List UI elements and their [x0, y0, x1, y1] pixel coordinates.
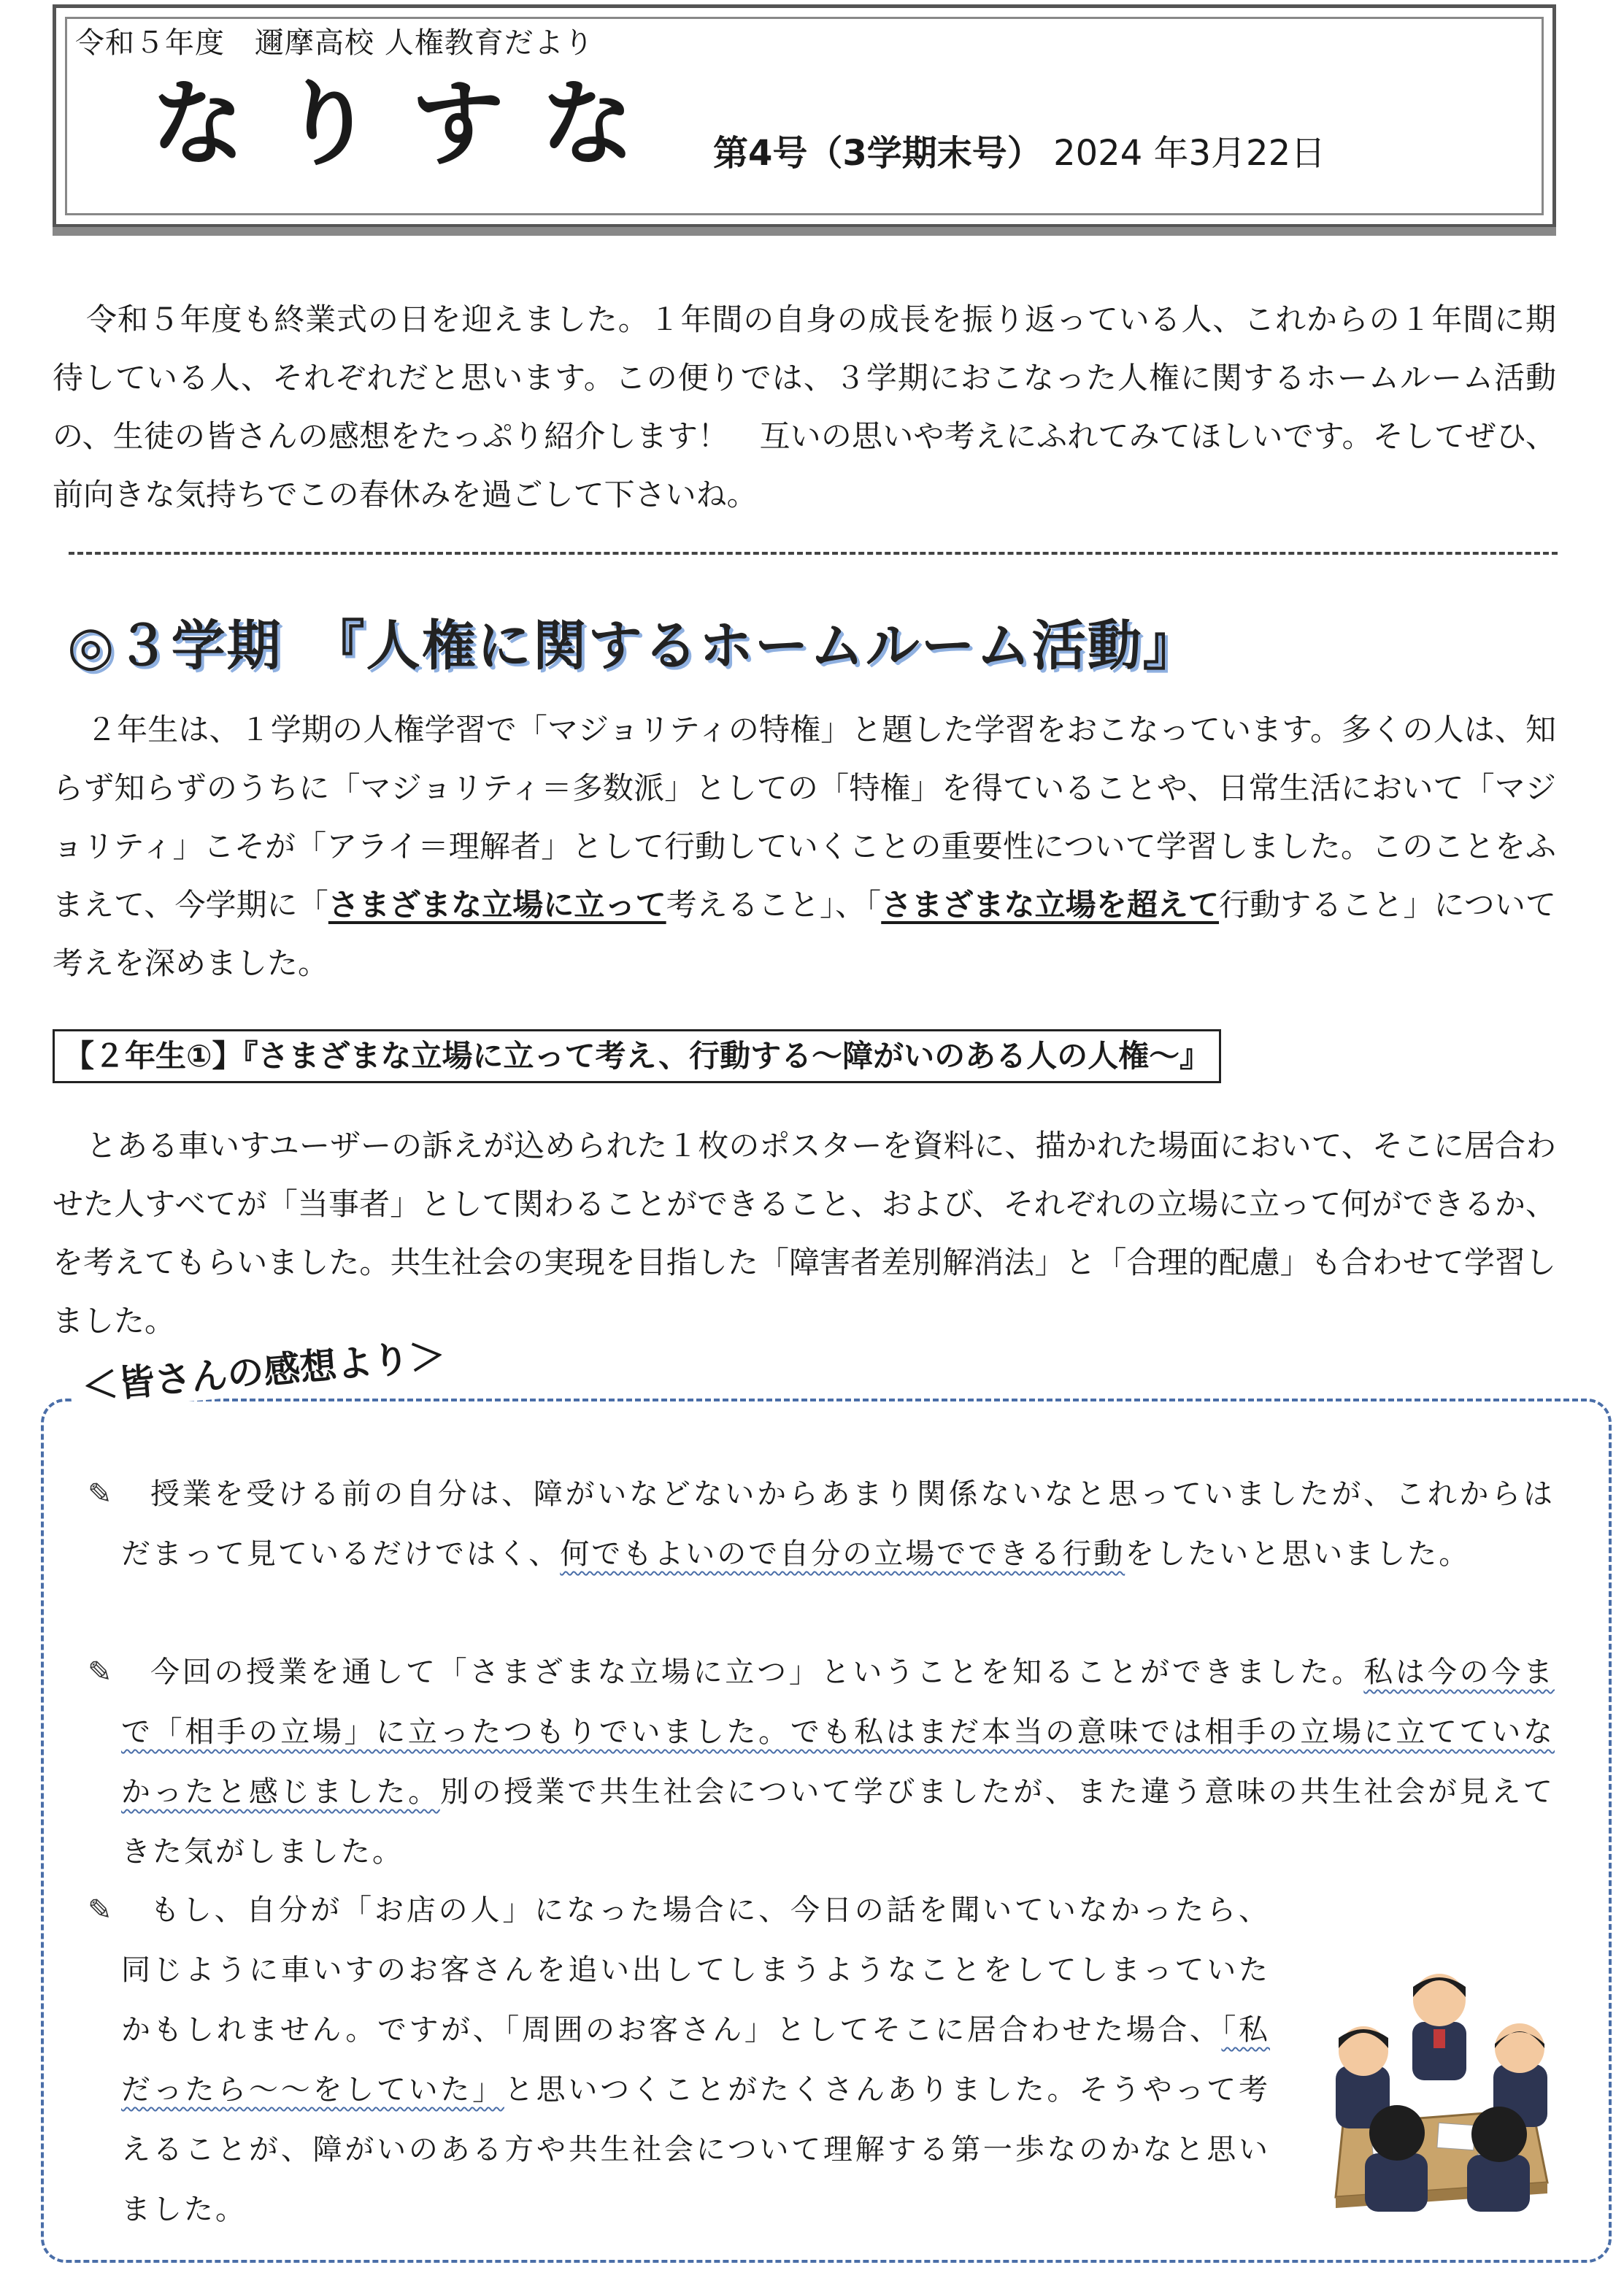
subsection-heading: 【２年生①】『さまざまな立場に立って考え、行動する～障がいのある人の人権～』: [53, 1029, 1221, 1083]
comment-3-underlined: 「私だったら～～をしていた」: [121, 2013, 1270, 2107]
comment-1-part-b: をしたいと思いました。: [1125, 1537, 1471, 1571]
comment-2-part-b: 別の授業で共生社会について学びましたが、また違う意味の共生社会が見えてきた気がしました。: [121, 1775, 1555, 1869]
school-line: 令和５年度 邇摩高校 人権教育だより: [75, 26, 594, 60]
comment-1: [88, 1464, 1555, 1584]
comment-3-text: [88, 1880, 1270, 2239]
comment-3-part-a: もし、自分が「お店の人」になった場合に、今日の話を聞いていなかったら、同じように車いすのお客さんを追い出してしまうようなことをしてしまっていたかもしれません。ですが、「周囲のお客さん」としてそこに居合わせた場合、: [121, 1893, 1270, 2047]
comment-2: [88, 1642, 1555, 1882]
section-paragraph: [53, 701, 1556, 993]
comment-1-part-a: 授業を受ける前の自分は、障がいなどないからあまり関係ないなと思っていましたが、これからはだまって見ているだけではく、: [121, 1477, 1555, 1571]
section-underline-1: さまざまな立場に立って: [328, 887, 666, 923]
pencil-icon: ✎: [88, 1893, 115, 1927]
pencil-icon: ✎: [88, 1477, 115, 1511]
issue-number: 第4号（3学期末号）: [713, 133, 1042, 174]
section-text-3: 行動すること」について考えを深めました。: [53, 887, 1556, 981]
comment-1-underlined: 何でもよいので自分の立場でできる行動: [560, 1537, 1125, 1571]
pencil-icon: ✎: [88, 1655, 115, 1689]
section-text-2: 考えること」、「: [666, 887, 882, 923]
dashed-separator: [69, 552, 1558, 555]
comment-2-text: [88, 1642, 1555, 1882]
comment-3-part-b: と思いつくことがたくさんありました。そうやって考えることが、障がいのある方や共生社会について理解する第一歩なのかなと思いました。: [121, 2073, 1271, 2226]
intro-paragraph: 令和５年度も終業式の日を迎えました。１年間の自身の成長を振り返っている人、これからの１年間に期待している人、それぞれだと思います。この便りでは、３学期におこなった人権に関するホームルーム活動の、生徒の皆さんの感想をたっぷり紹介します！ 互いの思いや考えにふれてみてほしいです。そしてぜひ、前向きな気持ちでこの春休みを過ごして下さいね。: [53, 301, 1556, 512]
subsection-paragraph: とある車いすユーザーの訴えが込められた１枚のポスターを資料に、描かれた場面において、そこに居合わせた人すべてが「当事者」として関わることができること、および、それぞれの立場に立って何ができるか、を考えてもらいました。共生社会の実現を目指した「障害者差別解消法」と「合理的配慮」も合わせて学習しました。: [53, 1128, 1556, 1339]
comment-2-part-a: 今回の授業を通して「さまざまな立場に立つ」ということを知ることができました。: [150, 1655, 1364, 1689]
issue-date: 2024 年3月22日: [1053, 133, 1326, 174]
comment-1-text: [88, 1464, 1555, 1584]
students-discussion-illustration: [1321, 1942, 1555, 2219]
impressions-label: ＜皆さんの感想より＞: [68, 1326, 459, 1412]
section-text-1: ２年生は、１学期の人権学習で「マジョリティの特権」と題した学習をおこなっています。多くの人は、知らず知らずのうちに「マジョリティ＝多数派」としての「特権」を得ていることや、日常生活において「マジョリティ」こそが「アライ＝理解者」として行動していくことの重要性について学習しました。このことをふまえて、今学期に「: [53, 712, 1556, 923]
comment-3: [88, 1880, 1270, 2239]
comment-2-underlined: 私は今の今まで「相手の立場」に立ったつもりでいました。でも私はまだ本当の意味では相手の立場に立てていなかったと感じました。: [121, 1655, 1555, 1809]
masthead: [53, 4, 1556, 228]
issue-line: [713, 125, 1325, 175]
newsletter-title: なりすな: [151, 70, 671, 179]
section-underline-2: さまざまな立場を超えて: [881, 887, 1220, 923]
section-heading: ◎３学期 『人権に関するホームルーム活動』: [67, 615, 1198, 677]
